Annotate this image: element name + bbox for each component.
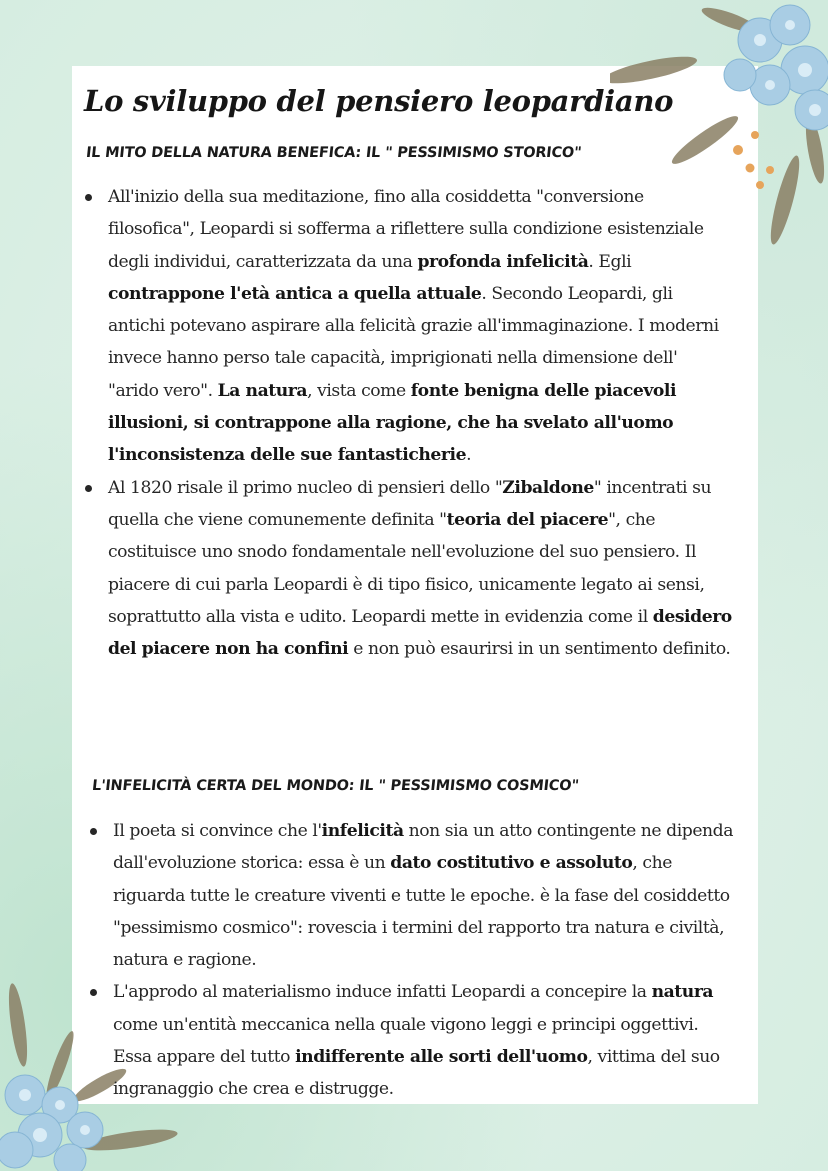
section-heading-cosmico: L'INFELICITÀ CERTA DEL MONDO: IL " PESSIMISMO COSMICO" (91, 778, 580, 794)
bold-run: indifferente alle sorti dell'uomo (295, 1047, 588, 1068)
text-run: . Secondo Leopardi, gli antichi potevano aspirare alla felicità grazie all'immaginazione. I moderni invece hanno perso tale capacità, imprigionati nella dimensione dell' "arido vero". (108, 283, 719, 401)
text-run: Al 1820 risale il primo nucleo di pensieri dello " (108, 477, 503, 498)
page-title: Lo sviluppo del pensiero leopardiano (84, 84, 674, 118)
bold-run: Zibaldone (502, 477, 594, 498)
bold-run: La natura (217, 380, 308, 401)
text-run: . Egli (588, 251, 632, 272)
text-run: , vittima del suo ingranaggio che crea e distrugge. (113, 1047, 720, 1100)
bullet-text (113, 982, 720, 1099)
text-run: " incentrati su quella che viene comunemente definita " (108, 477, 712, 530)
text-run: e non può esaurirsi in un sentimento definito. (348, 639, 731, 660)
bullet-list-storico (82, 181, 732, 665)
bullet-text (113, 821, 733, 970)
bullet-list-cosmico (87, 815, 735, 1106)
bold-run: profonda infelicità (417, 251, 589, 272)
bold-run: teoria del piacere (446, 509, 609, 530)
text-run: . (466, 445, 472, 466)
text-run: L'approdo al materialismo induce infatti Leopardi a concepire la (113, 982, 652, 1003)
bullet-dot-icon (90, 828, 97, 835)
bold-run: fonte benigna delle piacevoli illusioni, si contrappone alla ragione, che ha svelato all'uomo l'inconsistenza delle sue fantasticherie (108, 380, 677, 466)
text-run: Il poeta si convince che l' (113, 821, 322, 841)
bold-run: contrappone l'età antica a quella attuale (108, 283, 482, 304)
bullet-text (108, 478, 732, 659)
bold-run: desidero del piacere non ha confini (108, 606, 732, 660)
text-run: come un'entità meccanica nella quale vigono leggi e principi oggettivi. Essa appare del tutto (113, 1014, 699, 1068)
text-run: All'inizio della sua meditazione, fino alla cosiddetta "conversione filosofica", Leopardi si sofferma a riflettere sulla condizione esistenziale degli individui, caratterizzata da una (108, 187, 704, 272)
bold-run: dato costitutivo e assoluto (390, 853, 633, 874)
bullet-text (108, 187, 719, 465)
bullet-dot-icon (85, 194, 92, 201)
text-run: , vista come (307, 380, 411, 401)
bullet-item (82, 472, 732, 666)
bullet-dot-icon (90, 989, 97, 996)
section-heading-storico: IL MITO DELLA NATURA BENEFICA: IL " PESSIMISMO STORICO" (85, 145, 583, 161)
bullet-item (87, 976, 735, 1105)
bullet-item (82, 181, 732, 472)
bold-run: natura (651, 982, 714, 1003)
text-run: , che riguarda tutte le creature viventi e tutte le epoche. è la fase del cosiddetto "pessimismo cosmico": rovescia i termini del rapporto tra natura e civiltà, natura e ragione. (113, 853, 730, 971)
bullet-item (87, 815, 735, 976)
text-run: non sia un atto contingente ne dipenda dall'evoluzione storica: essa è un (113, 821, 734, 874)
bullet-dot-icon (85, 485, 92, 492)
bold-run: infelicità (321, 821, 404, 841)
text-run: ", che costituisce uno snodo fondamentale nell'evoluzione del suo pensiero. Il piacere di cui parla Leopardi è di tipo fisico, unicamente legato ai sensi, soprattutto alla vista e udito. Leopardi mette in evidenzia come il (108, 509, 705, 627)
